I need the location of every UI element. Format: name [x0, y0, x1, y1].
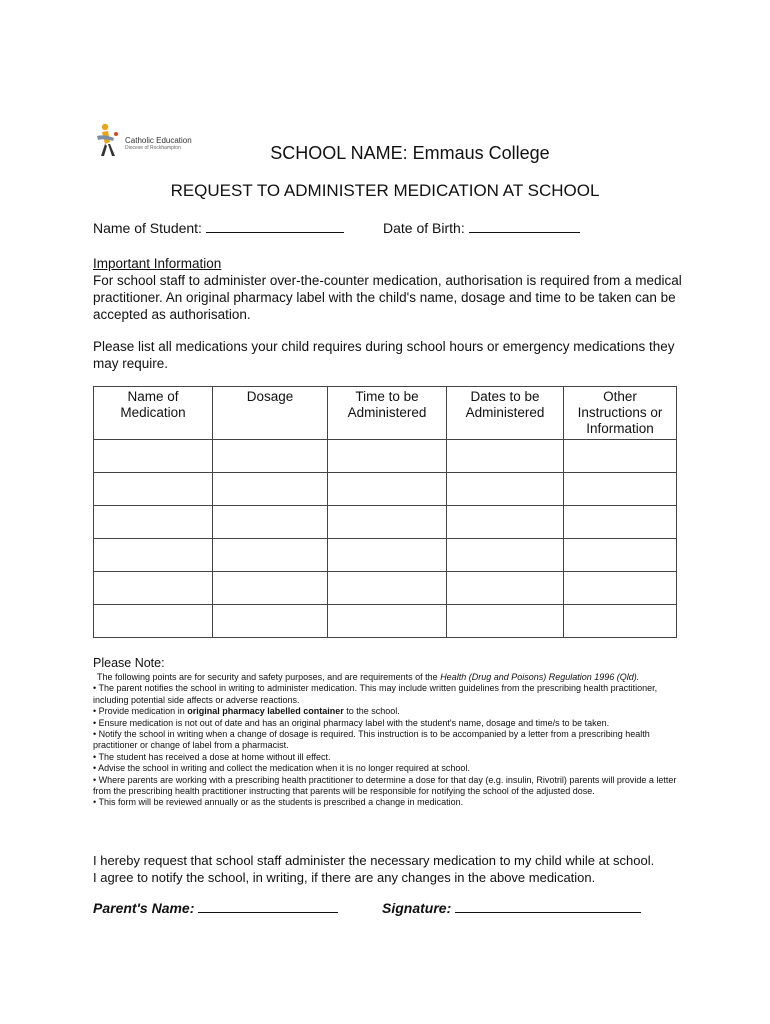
table-row	[94, 506, 677, 539]
declaration	[93, 852, 713, 886]
table-row	[94, 605, 677, 638]
table-cell[interactable]	[328, 440, 447, 473]
notes-list	[93, 672, 683, 809]
note-text: • Provide medication in	[93, 706, 188, 717]
form-title: REQUEST TO ADMINISTER MEDICATION AT SCHOOL	[170, 181, 600, 200]
important-information	[93, 255, 693, 323]
notes-intro-regulation: Health (Drug and Poisons) Regulation 1996 (Qld).	[440, 672, 640, 682]
table-cell[interactable]	[94, 539, 213, 572]
student-name-field[interactable]	[93, 220, 344, 236]
student-name-line[interactable]	[206, 220, 344, 233]
dob-label: Date of Birth:	[383, 220, 465, 236]
table-cell[interactable]	[447, 506, 564, 539]
note-item: • Advise the school in writing and collect the medication when it is no longer required at school.	[93, 763, 470, 774]
table-cell[interactable]	[564, 506, 677, 539]
medication-table	[93, 386, 677, 638]
table-cell[interactable]	[564, 572, 677, 605]
note-item: • Notify the school in writing when a change of dosage is required. This instruction is to be accompanied by a letter from a prescribing health practitioner or change of label from a pharmacist.	[93, 729, 650, 751]
table-cell[interactable]	[447, 572, 564, 605]
table-cell[interactable]	[564, 605, 677, 638]
note-item: • The parent notifies the school in writing to administer medication. This may include written guidelines from the prescribing health practitioner, including potential side affects or adverse reactions.	[93, 683, 658, 705]
col-time: Time to be Administered	[328, 387, 447, 440]
table-cell[interactable]	[328, 605, 447, 638]
dob-line[interactable]	[469, 220, 580, 233]
notes-intro	[93, 672, 683, 683]
parent-name-line[interactable]	[198, 900, 338, 913]
col-dosage: Dosage	[213, 387, 328, 440]
table-cell[interactable]	[94, 605, 213, 638]
table-cell[interactable]	[213, 539, 328, 572]
note-emphasis: original pharmacy labelled container	[187, 706, 344, 717]
note-text: to the school.	[343, 706, 400, 717]
important-body: For school staff to administer over-the-counter medication, authorisation is required from a medical practitioner. An original pharmacy label with the child's name, dosage and time to be taken can be accepted as authorisation.	[93, 273, 682, 322]
declaration-line-1: I hereby request that school staff administer the necessary medication to my child while at school.	[93, 853, 655, 868]
parent-name-field[interactable]	[93, 900, 338, 916]
table-cell[interactable]	[94, 440, 213, 473]
table-row	[94, 572, 677, 605]
table-cell[interactable]	[447, 440, 564, 473]
table-cell[interactable]	[447, 473, 564, 506]
note-item: • This form will be reviewed annually or as the students is prescribed a change in medication.	[93, 797, 464, 808]
table-cell[interactable]	[328, 539, 447, 572]
parent-name-label: Parent's Name:	[93, 900, 195, 916]
notes-intro-text: The following points are for security and safety purposes, and are requirements of the	[97, 672, 441, 682]
col-dates: Dates to be Administered	[447, 387, 564, 440]
signature-field[interactable]	[382, 900, 641, 916]
note-item	[93, 706, 683, 717]
table-cell[interactable]	[564, 539, 677, 572]
table-cell[interactable]	[328, 506, 447, 539]
signature-line[interactable]	[455, 900, 641, 913]
important-heading: Important Information	[93, 256, 222, 271]
table-row	[94, 473, 677, 506]
note-item: • The student has received a dose at home without ill effect.	[93, 751, 331, 762]
col-other: Other Instructions or Information	[564, 387, 677, 440]
logo-title: Catholic Education	[125, 136, 192, 145]
dob-field[interactable]	[383, 220, 580, 236]
table-cell[interactable]	[447, 539, 564, 572]
table-cell[interactable]	[447, 605, 564, 638]
note-item: • Where parents are working with a prescribing health practitioner to determine a dose for that day (e.g. insulin, Rivotril) parents will provide a letter from the prescribing health practitioner instructing that parents will be responsible for notifying the school of the adjusted dose.	[93, 774, 677, 797]
note-item: • Ensure medication is not out of date and has an original pharmacy label with the student's name, dosage and time/s to be taken.	[93, 717, 610, 728]
table-cell[interactable]	[328, 473, 447, 506]
table-cell[interactable]	[94, 506, 213, 539]
notes-heading: Please Note:	[93, 656, 165, 670]
table-row	[94, 539, 677, 572]
col-name-of-medication: Name of Medication	[94, 387, 213, 440]
table-cell[interactable]	[94, 473, 213, 506]
table-cell[interactable]	[564, 440, 677, 473]
table-cell[interactable]	[213, 506, 328, 539]
table-cell[interactable]	[213, 473, 328, 506]
student-name-label: Name of Student:	[93, 220, 202, 236]
signature-label: Signature:	[382, 900, 452, 916]
declaration-line-2: I agree to notify the school, in writing, if there are any changes in the above medication.	[93, 870, 596, 885]
table-header-row	[94, 387, 677, 440]
table-cell[interactable]	[213, 605, 328, 638]
table-cell[interactable]	[564, 473, 677, 506]
table-cell[interactable]	[213, 572, 328, 605]
logo-subtitle: Diocese of Rockhampton	[125, 145, 181, 151]
table-row	[94, 440, 677, 473]
list-instruction: Please list all medications your child requires during school hours or emergency medications they may require.	[93, 339, 675, 371]
table-cell[interactable]	[213, 440, 328, 473]
school-name: SCHOOL NAME: Emmaus College	[270, 143, 550, 163]
table-cell[interactable]	[94, 572, 213, 605]
table-cell[interactable]	[328, 572, 447, 605]
